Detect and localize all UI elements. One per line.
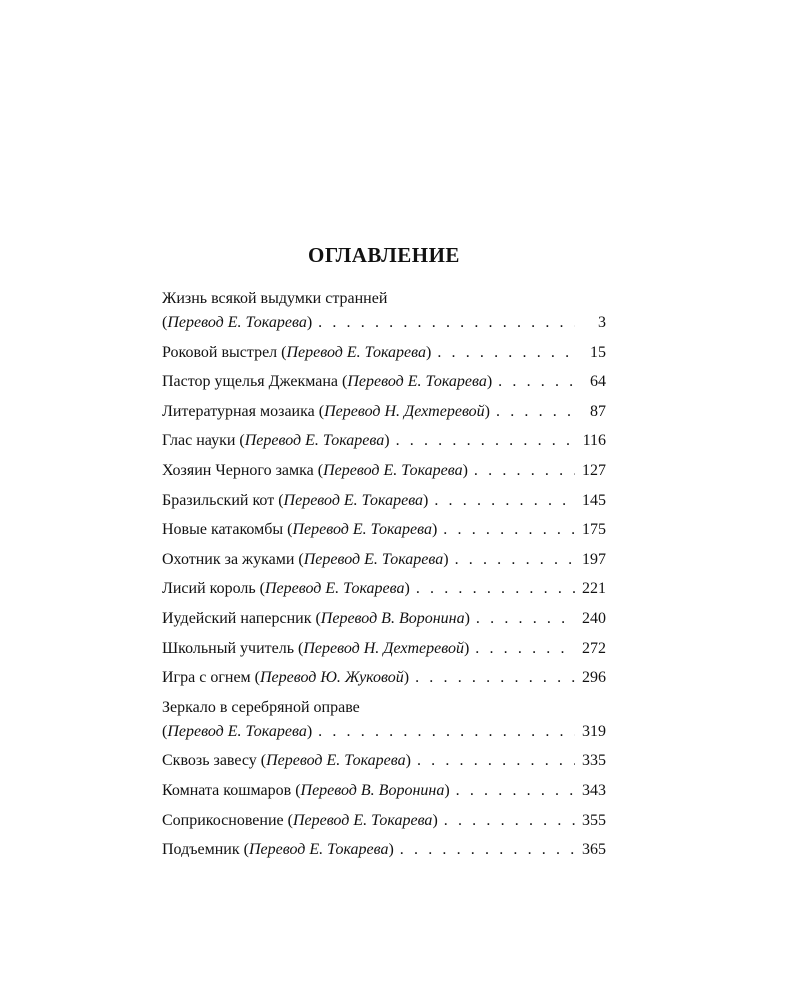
entry-page-number: 87 xyxy=(590,402,606,420)
entry-title: Лисий король xyxy=(162,580,256,598)
entry-translator: Перевод Е. Токарева xyxy=(286,343,426,361)
entry-page-number: 365 xyxy=(582,841,606,859)
dot-leader xyxy=(434,489,575,512)
entry-title: Роковой выстрел xyxy=(162,343,278,361)
entry-title: Новые катакомбы xyxy=(162,521,284,539)
entry-translator: Перевод Ю. Жуковой xyxy=(260,669,404,687)
entry-title: Комната кошмаров xyxy=(162,781,292,799)
toc-entry[interactable]: Соприкосновение (Перевод Е. Токарева) . . . 355 xyxy=(162,809,606,832)
dot-leader xyxy=(476,607,575,630)
entry-title: Литературная мозаика xyxy=(162,402,315,420)
dot-leader xyxy=(496,400,575,423)
toc-entry[interactable]: Сквозь завесу (Перевод Е. Токарева) . . . 335 xyxy=(162,749,606,772)
dot-leader xyxy=(416,577,575,600)
entry-title: Зеркало в серебряной оправе xyxy=(162,698,360,716)
entry-page-number: 240 xyxy=(582,609,606,627)
entry-title: Глас науки xyxy=(162,432,236,450)
dot-leader xyxy=(444,809,575,832)
entry-page-number: 343 xyxy=(582,781,606,799)
entry-translator: Перевод Е. Токарева xyxy=(248,841,389,859)
toc-entry[interactable]: Иудейский наперсник (Перевод В. Воронина) . . . 240 xyxy=(162,607,606,630)
entry-title: Бразильский кот xyxy=(162,491,275,509)
entry-translator: Перевод Н. Дехтеревой xyxy=(303,639,464,657)
entry-title: Сквозь завесу xyxy=(162,752,257,770)
entry-page-number: 296 xyxy=(582,669,606,687)
entry-title: Пастор ущелья Джекмана xyxy=(162,373,339,391)
entry-translator: Перевод Е. Токарева xyxy=(283,491,424,509)
entry-title: Жизнь всякой выдумки странней xyxy=(162,290,388,307)
page-title: ОГЛАВЛЕНИЕ xyxy=(308,243,460,267)
toc-entry[interactable]: Подъемник (Перевод Е. Токарева) . . . 365 xyxy=(162,838,606,861)
entry-page-number: 221 xyxy=(582,580,606,598)
dot-leader xyxy=(437,341,575,364)
entry-translator: Перевод Е. Токарева xyxy=(167,314,307,331)
dot-leader xyxy=(318,720,575,743)
dot-leader xyxy=(475,637,575,660)
entry-page-number: 175 xyxy=(582,521,606,539)
toc-entry[interactable]: Бразильский кот (Перевод Е. Токарева) . . . 145 xyxy=(162,489,606,512)
entry-title: Охотник за жуками xyxy=(162,550,295,568)
entry-translator: Перевод В. Воронина xyxy=(300,781,445,799)
toc-entry[interactable]: Школьный учитель (Перевод Н. Дехтеревой) . . . 272 xyxy=(162,637,606,660)
entry-page-number: 197 xyxy=(582,550,606,568)
dot-leader xyxy=(396,429,575,452)
entry-page-number: 319 xyxy=(582,722,606,740)
toc-entry[interactable]: Новые катакомбы (Перевод Е. Токарева) . . . 175 xyxy=(162,518,606,541)
dot-leader xyxy=(415,666,575,689)
entry-translator: Перевод Е. Токарева xyxy=(303,550,444,568)
dot-leader xyxy=(417,749,575,772)
toc-entry[interactable]: Охотник за жуками (Перевод Е. Токарева) . . . 197 xyxy=(162,548,606,571)
toc-entry[interactable]: Пастор ущелья Джекмана (Перевод Е. Токарева) . . . 64 xyxy=(162,370,606,393)
entry-page-number: 272 xyxy=(582,639,606,657)
entry-translator: Перевод Е. Токарева xyxy=(292,811,433,829)
dot-leader xyxy=(455,548,575,571)
entry-title: Хозяин Черного замка xyxy=(162,461,314,479)
toc-entry[interactable]: Хозяин Черного замка (Перевод Е. Токарева) . . . 127 xyxy=(162,459,606,482)
entry-translator: Перевод В. Воронина xyxy=(320,609,465,627)
entry-page-number: 335 xyxy=(582,752,606,770)
toc-entry[interactable]: Глас науки (Перевод Е. Токарева) . . . 116 xyxy=(162,429,606,452)
entry-page-number: 145 xyxy=(582,491,606,509)
dot-leader xyxy=(498,370,575,393)
entry-page-number: 3 xyxy=(598,314,606,331)
toc-entry[interactable]: Лисий король (Перевод Е. Токарева) . . . 221 xyxy=(162,577,606,600)
entry-translator: Перевод Е. Токарева xyxy=(292,521,432,539)
entry-page-number: 355 xyxy=(582,811,606,829)
toc-entry[interactable]: Зеркало в серебряной оправе (Перевод Е. Токарева) . . . 319 xyxy=(162,696,606,743)
entry-page-number: 116 xyxy=(582,432,606,450)
toc-entry[interactable]: Комната кошмаров (Перевод В. Воронина) . . . 343 xyxy=(162,779,606,802)
toc-entry[interactable]: Игра с огнем (Перевод Ю. Жуковой) . . . 296 xyxy=(162,666,606,689)
entry-translator: Перевод Е. Токарева xyxy=(347,373,487,391)
table-of-contents xyxy=(162,240,606,868)
entry-title: Соприкосновение xyxy=(162,811,284,829)
entry-translator: Перевод Е. Токарева xyxy=(266,752,406,770)
entry-title: Иудейский наперсник xyxy=(162,609,312,627)
dot-leader xyxy=(318,311,575,334)
entry-translator: Перевод Н. Дехтеревой xyxy=(324,402,485,420)
entry-translator: Перевод Е. Токарева xyxy=(244,432,385,450)
entry-translator: Перевод Е. Токарева xyxy=(323,461,463,479)
entry-title: Подъемник xyxy=(162,841,240,859)
entry-page-number: 127 xyxy=(582,461,606,479)
entry-translator: Перевод Е. Токарева xyxy=(265,580,405,598)
entry-title: Школьный учитель xyxy=(162,639,295,657)
entry-page-number: 64 xyxy=(590,373,606,391)
dot-leader xyxy=(443,518,575,541)
toc-entry[interactable]: Роковой выстрел (Перевод Е. Токарева) . . . 15 xyxy=(162,341,606,364)
dot-leader xyxy=(400,838,575,861)
dot-leader xyxy=(474,459,575,482)
entry-translator: Перевод Е. Токарева xyxy=(167,722,307,740)
toc-entry[interactable]: Жизнь всякой выдумки странней (Перевод Е. Токарева) . . . 3 xyxy=(162,287,606,334)
entry-page-number: 15 xyxy=(590,343,606,361)
entry-title: Игра с огнем xyxy=(162,669,251,687)
dot-leader xyxy=(456,779,575,802)
toc-entry[interactable]: Литературная мозаика (Перевод Н. Дехтеревой) . . . 87 xyxy=(162,400,606,423)
